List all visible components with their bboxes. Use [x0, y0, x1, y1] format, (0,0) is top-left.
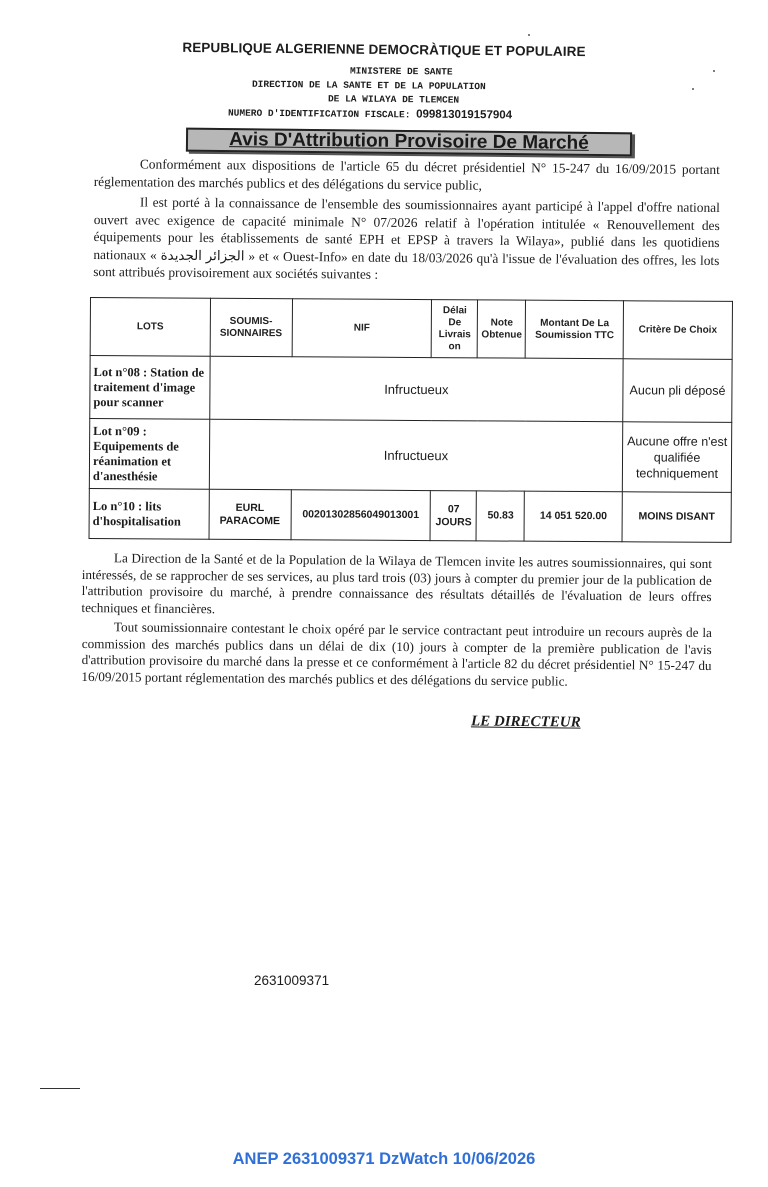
signature-title: LE DIRECTEUR	[470, 713, 581, 731]
republic-heading: REPUBLIQUE ALGERIENNE DEMOCRÀTIQUE ET POPULAIRE	[182, 39, 586, 60]
nif-value: 099813019157904	[416, 108, 513, 122]
header-montant: Montant De La Soumission TTC	[526, 300, 624, 359]
montant-cell: 14 051 520.00	[524, 491, 622, 542]
header-critere: Critère De Choix	[623, 301, 732, 360]
closing-paragraph-2	[81, 619, 712, 691]
status-cell: Infructueux	[210, 356, 624, 422]
direction-line: DIRECTION DE LA SANTE ET DE LA POPULATION	[251, 78, 486, 93]
speck	[713, 70, 715, 72]
intro-text-1: Conformément aux dispositions de l'article 65 du décret présidentiel N° 15-247 du 16/09/2015 portant réglementation des marchés publics et des délégations du service public,	[93, 156, 720, 193]
delai-cell: 07 JOURS	[431, 491, 477, 541]
nif-label: NUMERO D'IDENTIFICATION FISCALE:	[227, 107, 411, 121]
reference-number: 2631009371	[254, 973, 330, 988]
nif-line	[228, 107, 512, 122]
header-delai: Délai De Livrais on	[432, 300, 478, 358]
note-cell: 50.83	[476, 491, 524, 541]
lots-table	[89, 297, 733, 543]
table-row	[89, 419, 731, 493]
notice-title: Avis D'Attribution Provisoire De Marché	[186, 128, 632, 157]
closing-text-2: Tout soumissionnaire contestant le choix opéré par le service contractant peut introduire un recours auprès de la commission des marchés publics dans un délai de dix (10) jours à compter de la première publication de l'avis d'attribution provisoire du marché dans la presse et ce conformément à l'article 82 du décret présidentiel N° 15-247 du 16/09/2015 portant réglementation des marchés publics et des délégations du service public.	[81, 619, 712, 689]
speck	[692, 88, 694, 90]
signature-line	[40, 1088, 80, 1089]
closing-paragraph-1	[81, 550, 712, 622]
wilaya-line: DE LA WILAYA DE TLEMCEN	[327, 93, 460, 106]
header-nif: NIF	[292, 299, 432, 358]
header-soumissionnaires: SOUMIS-SIONNAIRES	[210, 298, 292, 356]
lot-cell: Lo n°10 : lits d'hospitalisation	[89, 488, 209, 539]
header-lots: LOTS	[90, 298, 210, 357]
intro-paragraph-1	[94, 155, 720, 196]
footer-credit: ANEP 2631009371 DzWatch 10/06/2026	[232, 1150, 536, 1168]
table-row	[89, 488, 731, 542]
intro-text-2: Il est porté à la connaissance de l'ensemble des soumissionnaires ayant participé à l'appel d'offre national ouvert avec exigence de capacité minimale N° 07/2026 relatif à l'opération intitulée « Renouvellement des équipements pour les établissements de santé EPH et EPSP à travers la Wilaya», publié dans les quotidiens nationaux « الجزائر الجديدة » et « Ouest-Info» en date du 18/03/2026 qu'à l'issue de l'évaluation des offres, les lots sont attribués provisoirement aux sociétés suivantes :	[93, 194, 720, 282]
nif-cell: 00201302856049013001	[291, 490, 431, 541]
critere-cell: Aucun pli déposé	[623, 359, 732, 423]
status-cell: Infructueux	[209, 419, 623, 492]
critere-cell: MOINS DISANT	[622, 492, 731, 543]
closing-text-1: La Direction de la Santé et de la Population de la Wilaya de Tlemcen invite les autres soumissionnaires, qui sont intéressés, de se rapprocher de ses services, au plus tard trois (03) jours à compter du premier jour de la publication de l'attribution provisoire du marché, à prendre connaissance des résultats détaillés de l'évaluation de leurs offres techniques et financières.	[81, 550, 712, 616]
soumissionnaire-cell: EURL PARACOME	[209, 489, 291, 539]
lot-cell: Lot n°09 : Equipements de réanimation et d'anesthésie	[89, 419, 209, 490]
header-note: Note Obtenue	[478, 300, 526, 358]
intro-paragraph-2	[93, 193, 720, 287]
critere-cell: Aucune offre n'est qualifiée techniquement	[622, 422, 731, 493]
lot-cell: Lot n°08 : Station de traitement d'image pour scanner	[90, 356, 210, 420]
table-header-row	[90, 298, 732, 360]
speck	[528, 34, 530, 36]
table-row	[90, 356, 732, 423]
ministry-line: MINISTERE DE SANTE	[349, 65, 453, 78]
